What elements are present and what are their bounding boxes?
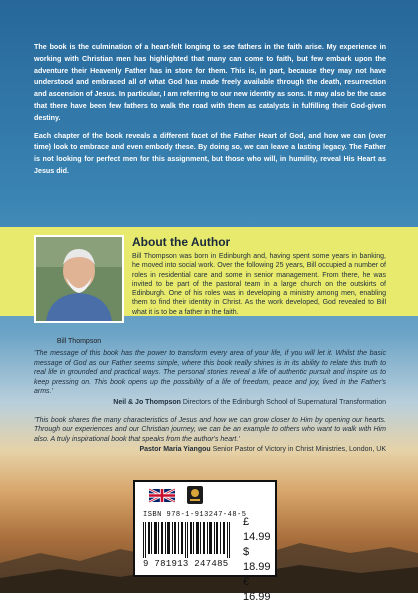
barcode-digits: 9 781913 247485 <box>143 559 229 569</box>
photo-caption: Bill Thompson <box>56 338 102 345</box>
blurb-paragraph: The book is the culmination of a heart-felt longing to see fathers in the faith arise. My experience in working with Christian men has highlighted that many can come to faith, but few embark upon the adventure their Heavenly Father has in store for them. This is, in part, because they may not have understood and embraced all of what God has made freely available through the death, resurrection and ascension of Jesus. In particular, I am referring to our new identity as sons. It may also be the case that there have been few fathers to walk the road with them as catalysts in fulfilling their God-given destiny. <box>34 43 386 122</box>
isbn-label: ISBN 978-1-913247-48-5 <box>143 511 247 519</box>
endorser-role: Directors of the Edinburgh School of Supernatural Transformation <box>180 398 386 406</box>
barcode-icon <box>143 522 231 558</box>
endorsement-attribution <box>34 398 386 408</box>
barcode-panel <box>133 480 277 603</box>
author-photo <box>34 235 124 323</box>
publisher-logo-icon <box>187 486 203 504</box>
endorsement-quote: 'The message of this book has the power to transform every area of your life, if you will let it. Whilst the basic message of God as our Father seems simple, where this book really shines is in its ability to relate this truth to real life in grounded and practical ways. The personal stories reveal a life of authentic pursuit and inspire us to keep pressing on. This book opens up the possibility of a life of freedom, peace and joy, lived in the Father's arms.' <box>34 350 386 396</box>
endorser-name: Neil & Jo Thompson <box>113 398 181 406</box>
uk-flag-icon <box>149 488 175 503</box>
price-usd: $ 18.99 <box>243 546 271 573</box>
endorser-name: Pastor Maria Yiangou <box>139 446 211 454</box>
author-bio: Bill Thompson was born in Edinburgh and, having spent some years in banking, he moved into social work. Over the following 25 years, Bill occupied a number of roles in residential care and some in senior management. From there, he was invited to be part of the pastoral team in a large church on the outskirts of Edinburgh. One of his roles was in developing a ministry among men, enabling them to find their identity in Christ. As the work developed, God revealed to Bill what it is to be a father in the faith. <box>132 253 386 316</box>
endorser-role: Senior Pastor of Victory in Christ Ministries, London, UK <box>210 446 386 454</box>
blurb-paragraph: Each chapter of the book reveals a different facet of the Father Heart of God, and how we can (over time) look to embrace and even embody these. By doing so, we can leave a lasting legacy. The Father is not looking for perfect men for this assignment, but those who will, in humility, reveal His Heart as Jesus did. <box>34 131 386 175</box>
price-eur: € 16.99 <box>243 576 271 603</box>
endorsements <box>34 349 386 463</box>
price-gbp: £ 14.99 <box>243 516 271 543</box>
endorsement-quote: 'This book shares the many characteristics of Jesus and how we can grow closer to Him by opening our hearts. Through our experiences and our Christian journey, we can be an example to others who want to walk with Him also. A truly inspirational book that speaks from the author's heart.' <box>34 416 386 443</box>
blurb <box>34 42 386 184</box>
about-author-heading: About the Author <box>132 235 231 249</box>
price-list <box>243 515 275 605</box>
endorsement-attribution <box>34 445 386 455</box>
